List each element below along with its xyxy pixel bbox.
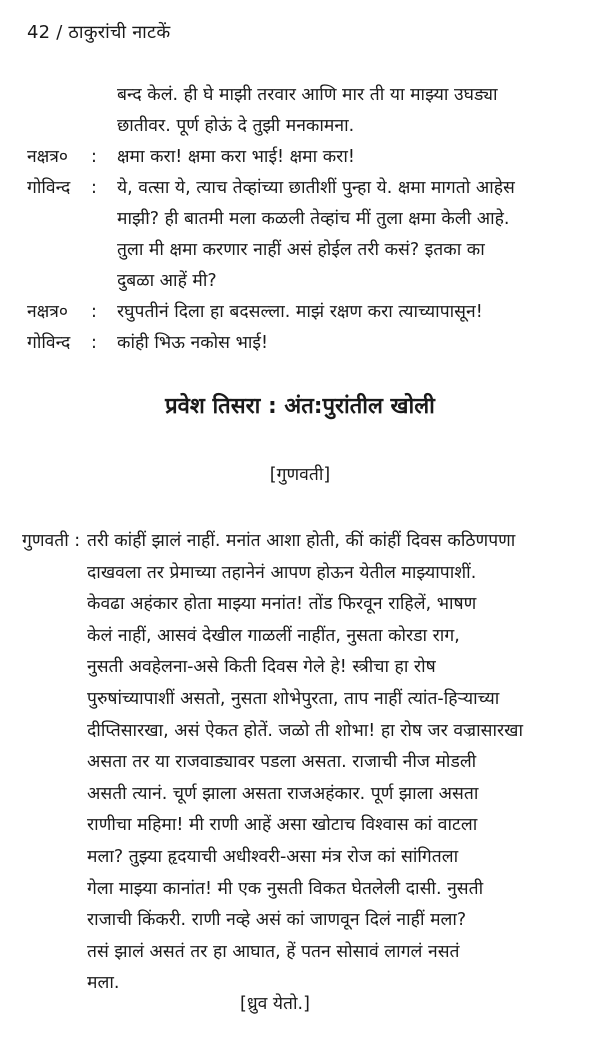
text-line: मला? तुझ्या हृदयाची अधीश्वरी-असा मंत्र रोज कां सांगितला xyxy=(87,846,459,867)
text-line: मला. xyxy=(87,973,120,994)
running-head: 42 / ठाकुरांची नाटकें xyxy=(27,22,171,43)
text-line: दुबळा आहें मी? xyxy=(117,271,217,291)
continued-speech xyxy=(117,80,577,142)
text-line: बन्द केलं. ही घे माझी तरवार आणि मार ती या माझ्या उघड्या xyxy=(117,85,498,105)
text-line: नुसती अवहेलना-असे किती दिवस गेले हे! स्त्रीचा हा रोष xyxy=(87,657,436,678)
text-line: राजाची किंकरी. राणी नव्हे असं कां जाणवून दिलं नाहीं मला? xyxy=(87,910,467,931)
speaker-name: गोविन्द xyxy=(27,333,71,353)
text-line: तरी कांहीं झालं नाहीं. मनांत आशा होती, कीं कांहीं दिवस कठिणपणा xyxy=(87,531,516,551)
text-line: दाखवला तर प्रेमाच्या तहानेनं आपण होऊन येतील माझ्यापाशीं. xyxy=(87,562,477,583)
text-line: असता तर या राजवाड्यावर पडला असता. राजाची नीज मोडली xyxy=(87,752,477,773)
speaker-name: गोविन्द xyxy=(27,178,71,198)
text-line: तसं झालं असतं तर हा आघात, हें पतन सोसावं लागलं नसतं xyxy=(87,941,460,962)
text-line: क्षमा करा! क्षमा करा भाई! क्षमा करा! xyxy=(117,147,355,167)
text-line: छातीवर. पूर्ण होऊं दे तुझी मनकामना. xyxy=(117,116,355,136)
text-line: तुला मी क्षमा करणार नाहीं असं होईल तरी कसं? इतका का xyxy=(117,240,485,260)
text-line: कांही भिऊ नकोस भाई! xyxy=(117,333,269,353)
speaker-colon: : xyxy=(91,147,97,167)
text-line: केवढा अहंकार होता माझ्या मनांत! तोंड फिरवून राहिलें, भाषण xyxy=(87,594,477,615)
speaker-name: नक्षत्र० xyxy=(27,147,69,167)
text-line: ये, वत्सा ये, त्याच तेव्हांच्या छातीशीं पुन्हा ये. क्षमा मागतो आहेस xyxy=(117,178,515,198)
text-line: केलं नाहीं, आसवं देखील गाळलीं नाहींत, नुसता कोरडा राग, xyxy=(87,625,460,646)
speaker-colon: : xyxy=(91,178,97,198)
text-line: रघुपतीनं दिला हा बदसल्ला. माझं रक्षण करा त्याच्यापासून! xyxy=(117,302,483,322)
text-line: असती त्यानं. चूर्ण झाला असता राजअहंकार. पूर्ण झाला असता xyxy=(87,783,479,804)
speaker-colon: : xyxy=(91,333,97,353)
speaker-colon: : xyxy=(91,302,97,322)
text-line: दीप्तिसारखा, असं ऐकत होतें. जळो ती शोभा! हा रोष जर वज्रासारखा xyxy=(87,720,524,741)
text-line: पुरुषांच्यापाशीं असतो, नुसता शोभेपुरता, ताप नाहीं त्यांत-हिऱ्याच्या xyxy=(87,688,500,709)
speaker-name: गुणवती : xyxy=(22,531,81,551)
speaker-name: नक्षत्र० xyxy=(27,302,69,322)
stage-direction-exit: [ध्रुव येतो.] xyxy=(240,994,310,1014)
text-line: गेला माझ्या कानांत! मी एक नुसती विकत घेतलेली दासी. नुसती xyxy=(87,878,484,899)
text-line: राणीचा महिमा! मी राणी आहें असा खोटाच विश्वास कां वाटला xyxy=(87,815,478,836)
stage-direction-entrance: [गुणवती] xyxy=(269,465,331,485)
scene-heading: प्रवेश तिसरा : अंत:पुरांतील खोली xyxy=(165,394,435,419)
text-line: माझी? ही बातमी मला कळली तेव्हांच मीं तुला क्षमा केली आहे. xyxy=(117,209,510,229)
